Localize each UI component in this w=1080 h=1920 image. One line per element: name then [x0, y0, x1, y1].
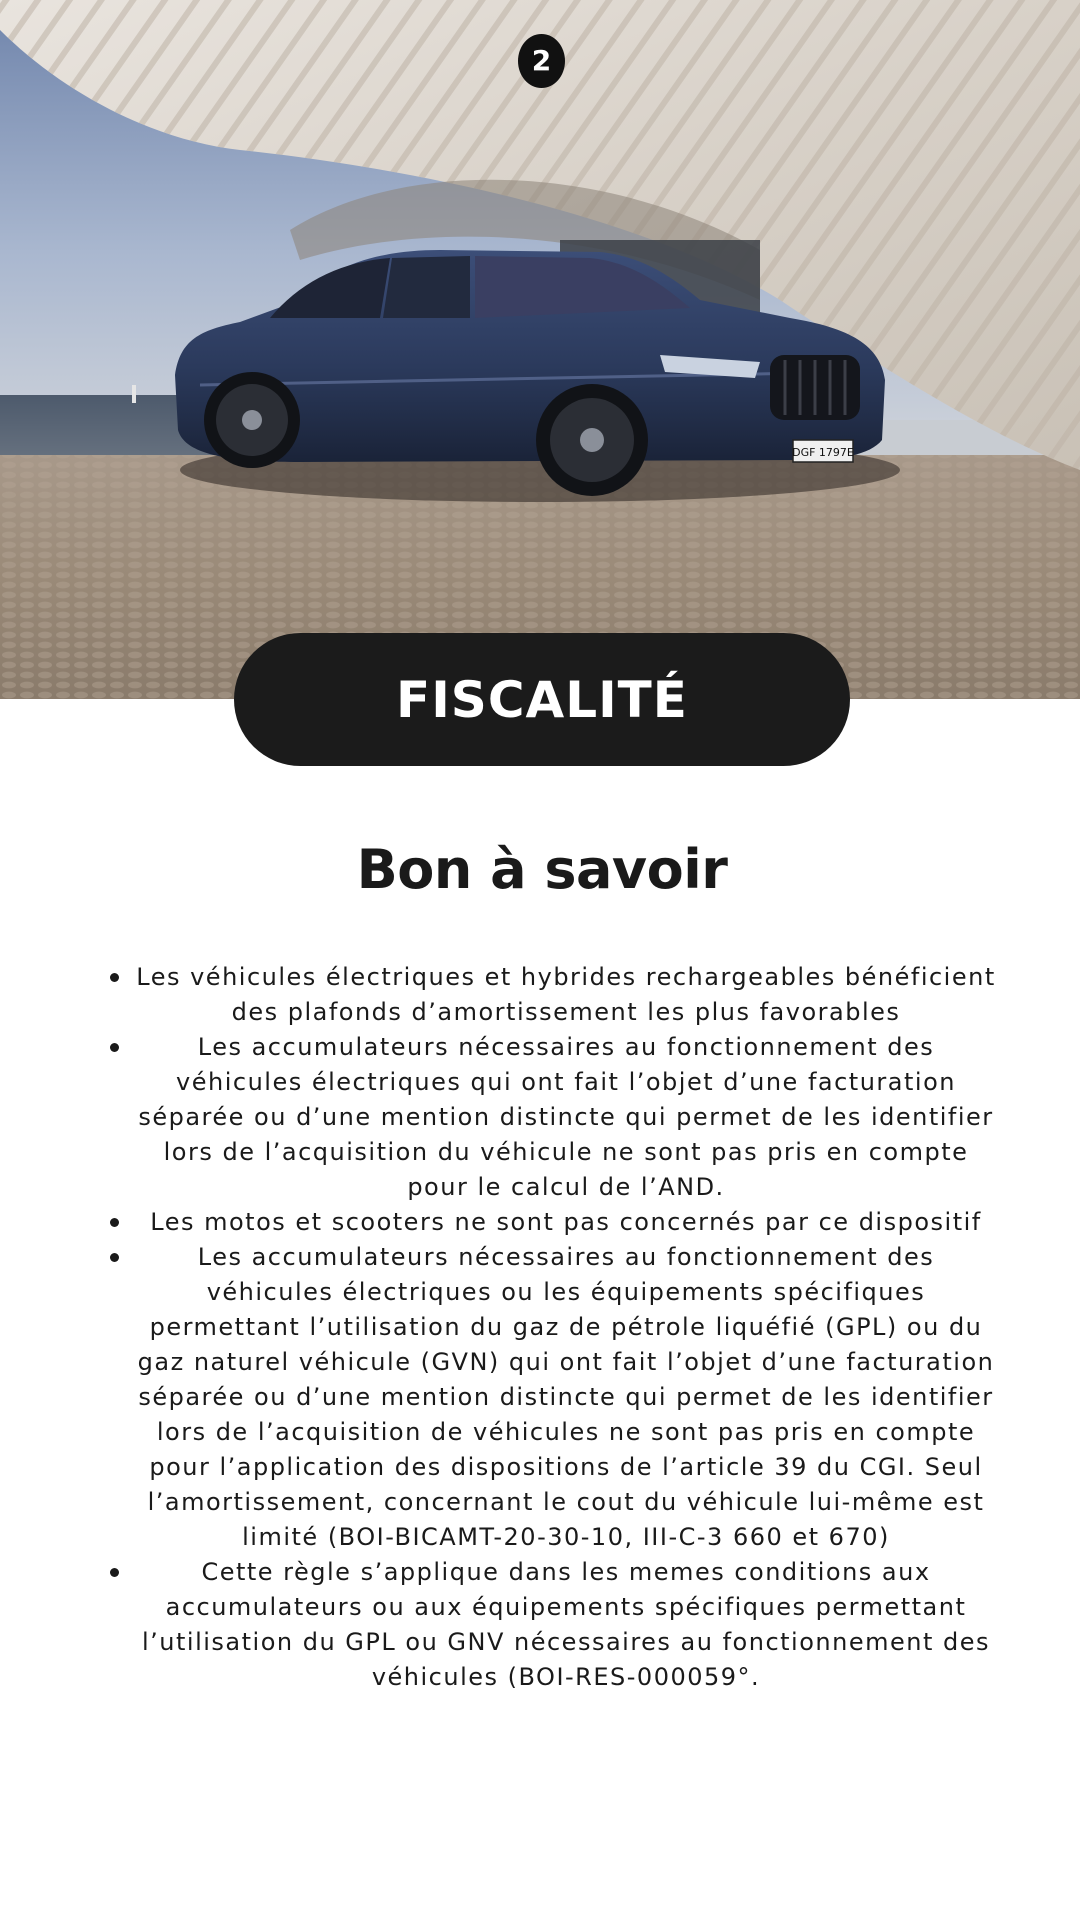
bullet-item: [100, 1555, 1000, 1695]
bullet-item: [100, 1030, 1000, 1205]
section-title: FISCALITÉ: [396, 670, 688, 729]
bullet-dot-icon: [110, 973, 119, 982]
bullet-text: Cette règle s’applique dans les memes conditions aux accumulateurs ou aux équipements spécifiques permettant l’utilisation du GPL ou GNV nécessaires au fonctionnement des véhicules (BOI-RES-000059°.: [142, 1558, 990, 1691]
bullet-dot-icon: [110, 1568, 119, 1577]
page-number-badge: 2: [518, 34, 565, 88]
bullet-dot-icon: [110, 1043, 119, 1052]
page-heading: Bon à savoir: [356, 838, 728, 901]
bullet-item: [100, 1240, 1000, 1555]
car-photo-illustration: [0, 0, 1080, 699]
section-title-pill: [234, 633, 850, 766]
bullet-dot-icon: [110, 1253, 119, 1262]
bullet-text: Les véhicules électriques et hybrides rechargeables bénéficient des plafonds d’amortissement les plus favorables: [136, 963, 996, 1026]
license-plate-text: DGF 1797E: [792, 446, 854, 459]
bullet-item: [100, 1205, 1000, 1240]
info-bullet-list: [100, 960, 1000, 1695]
bullet-text: Les accumulateurs nécessaires au fonctionnement des véhicules électriques ou les équipements spécifiques permettant l’utilisation du gaz de pétrole liquéfié (GPL) ou du gaz naturel véhicule (GVN) qui ont fait l’objet d’une facturation séparée ou d’une mention distincte qui permet de les identifier lors de l’acquisition de véhicules ne sont pas pris en compte pour l’application des dispositions de l’article 39 du CGI. Seul l’amortissement, concernant le cout du véhicule lui-même est limité (BOI-BICAMT-20-30-10, III-C-3 660 et 670): [137, 1243, 995, 1551]
bullet-dot-icon: [110, 1218, 119, 1227]
bullet-item: [100, 960, 1000, 1030]
bullet-text: Les accumulateurs nécessaires au fonctionnement des véhicules électriques qui ont fait l’objet d’une facturation séparée ou d’une mention distincte qui permet de les identifier lors de l’acquisition du véhicule ne sont pas pris en compte pour le calcul de l’AND.: [138, 1033, 994, 1201]
rear-wheel: [204, 372, 300, 468]
bullet-text: Les motos et scooters ne sont pas concernés par ce dispositif: [150, 1208, 982, 1236]
front-wheel: [536, 384, 648, 496]
hero-car-photo: [0, 0, 1080, 699]
